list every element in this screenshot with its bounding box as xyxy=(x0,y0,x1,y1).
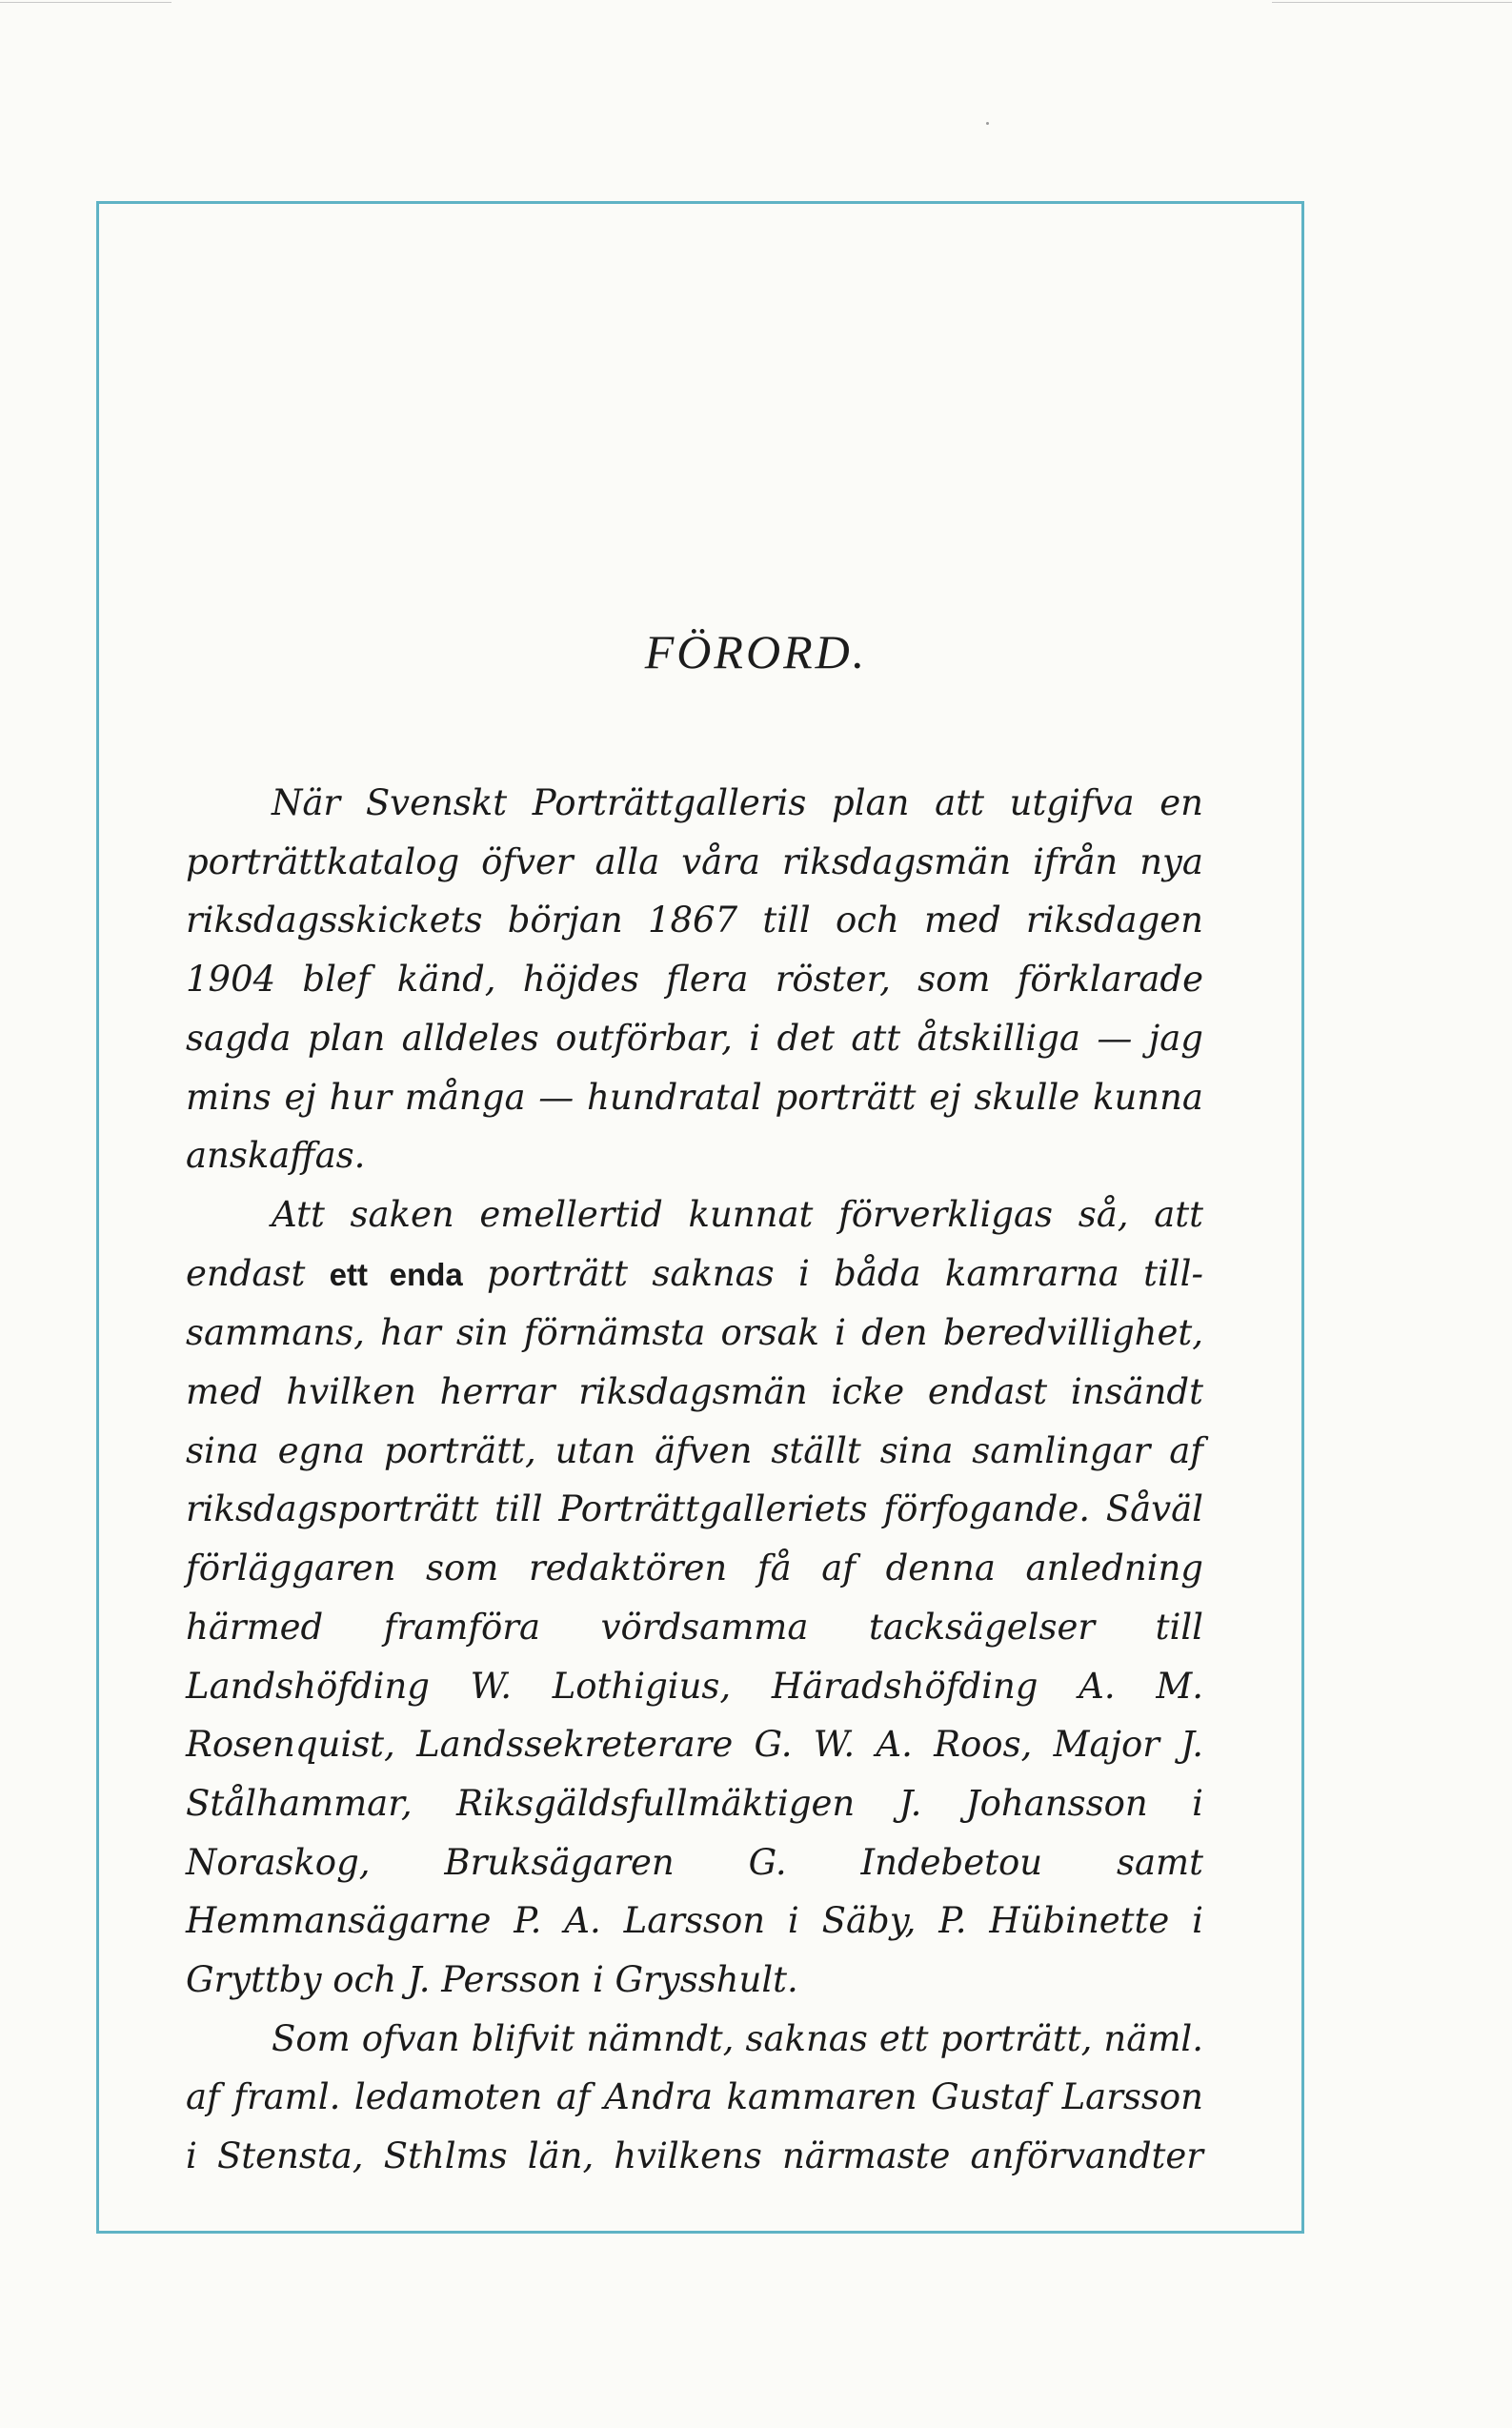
preface-paragraph-3 xyxy=(186,2010,1203,2186)
paragraph-3-text: Som ofvan blifvit nämndt, saknas ett porträtt, näml. af framl. ledamoten af Andra kammaren Gustaf Larsson i Stensta, Sthlms län, hvilkens närmaste anförvandter xyxy=(186,2017,1203,2177)
paragraph-2-text-end: porträtt saknas i båda kamrarna tillsammans, har sin förnämsta orsak i den beredvillighet, med hvilken herrar riksdagsmän icke endast insändt sina egna porträtt, utan äfven ställt sina samlingar af riksdagsporträtt till Porträttgalleriets förfogande. Såväl förläggaren som redaktören få af denna anledning härmed framföra vördsamma tacksägelser till Landshöfding W. Lothigius, Häradshöfding A. M. Rosenquist, Landssekreterare G. W. A. Roos, Major J. Stålhammar, Riksgäldsfullmäktigen J. Johansson i Noraskog, Bruksägaren G. Indebetou samt Hemmansägarne P. A. Larsson i Säby, P. Hübinette i Gryttby och J. Persson i Grysshult. xyxy=(186,1252,1203,2001)
paragraph-2-emphasis: ett enda xyxy=(329,1256,463,1292)
preface-body xyxy=(186,774,1203,2186)
preface-paragraph-1 xyxy=(186,774,1203,1185)
paper-speck xyxy=(986,122,989,125)
top-edge-rule-left xyxy=(0,2,171,3)
preface-paragraph-2 xyxy=(186,1185,1203,2010)
paragraph-2-text-start: Att saken emellertid kunnat förverkligas så, att endast xyxy=(186,1193,1203,1294)
paragraph-1-text: När Svenskt Porträttgalleris plan att utgifva en porträttkatalog öfver alla våra riksdagsmän ifrån nya riksdagsskickets början 1867 till och med riksdagen 1904 blef känd, höjdes flera röster, som förklarade sagda plan alldeles outförbar, i det att åtskilliga — jag mins ej hur många — hundratal porträtt ej skulle kunna anskaffas. xyxy=(186,782,1203,1177)
top-edge-rule-right xyxy=(1272,2,1512,3)
page-title: FÖRORD. xyxy=(644,625,868,678)
